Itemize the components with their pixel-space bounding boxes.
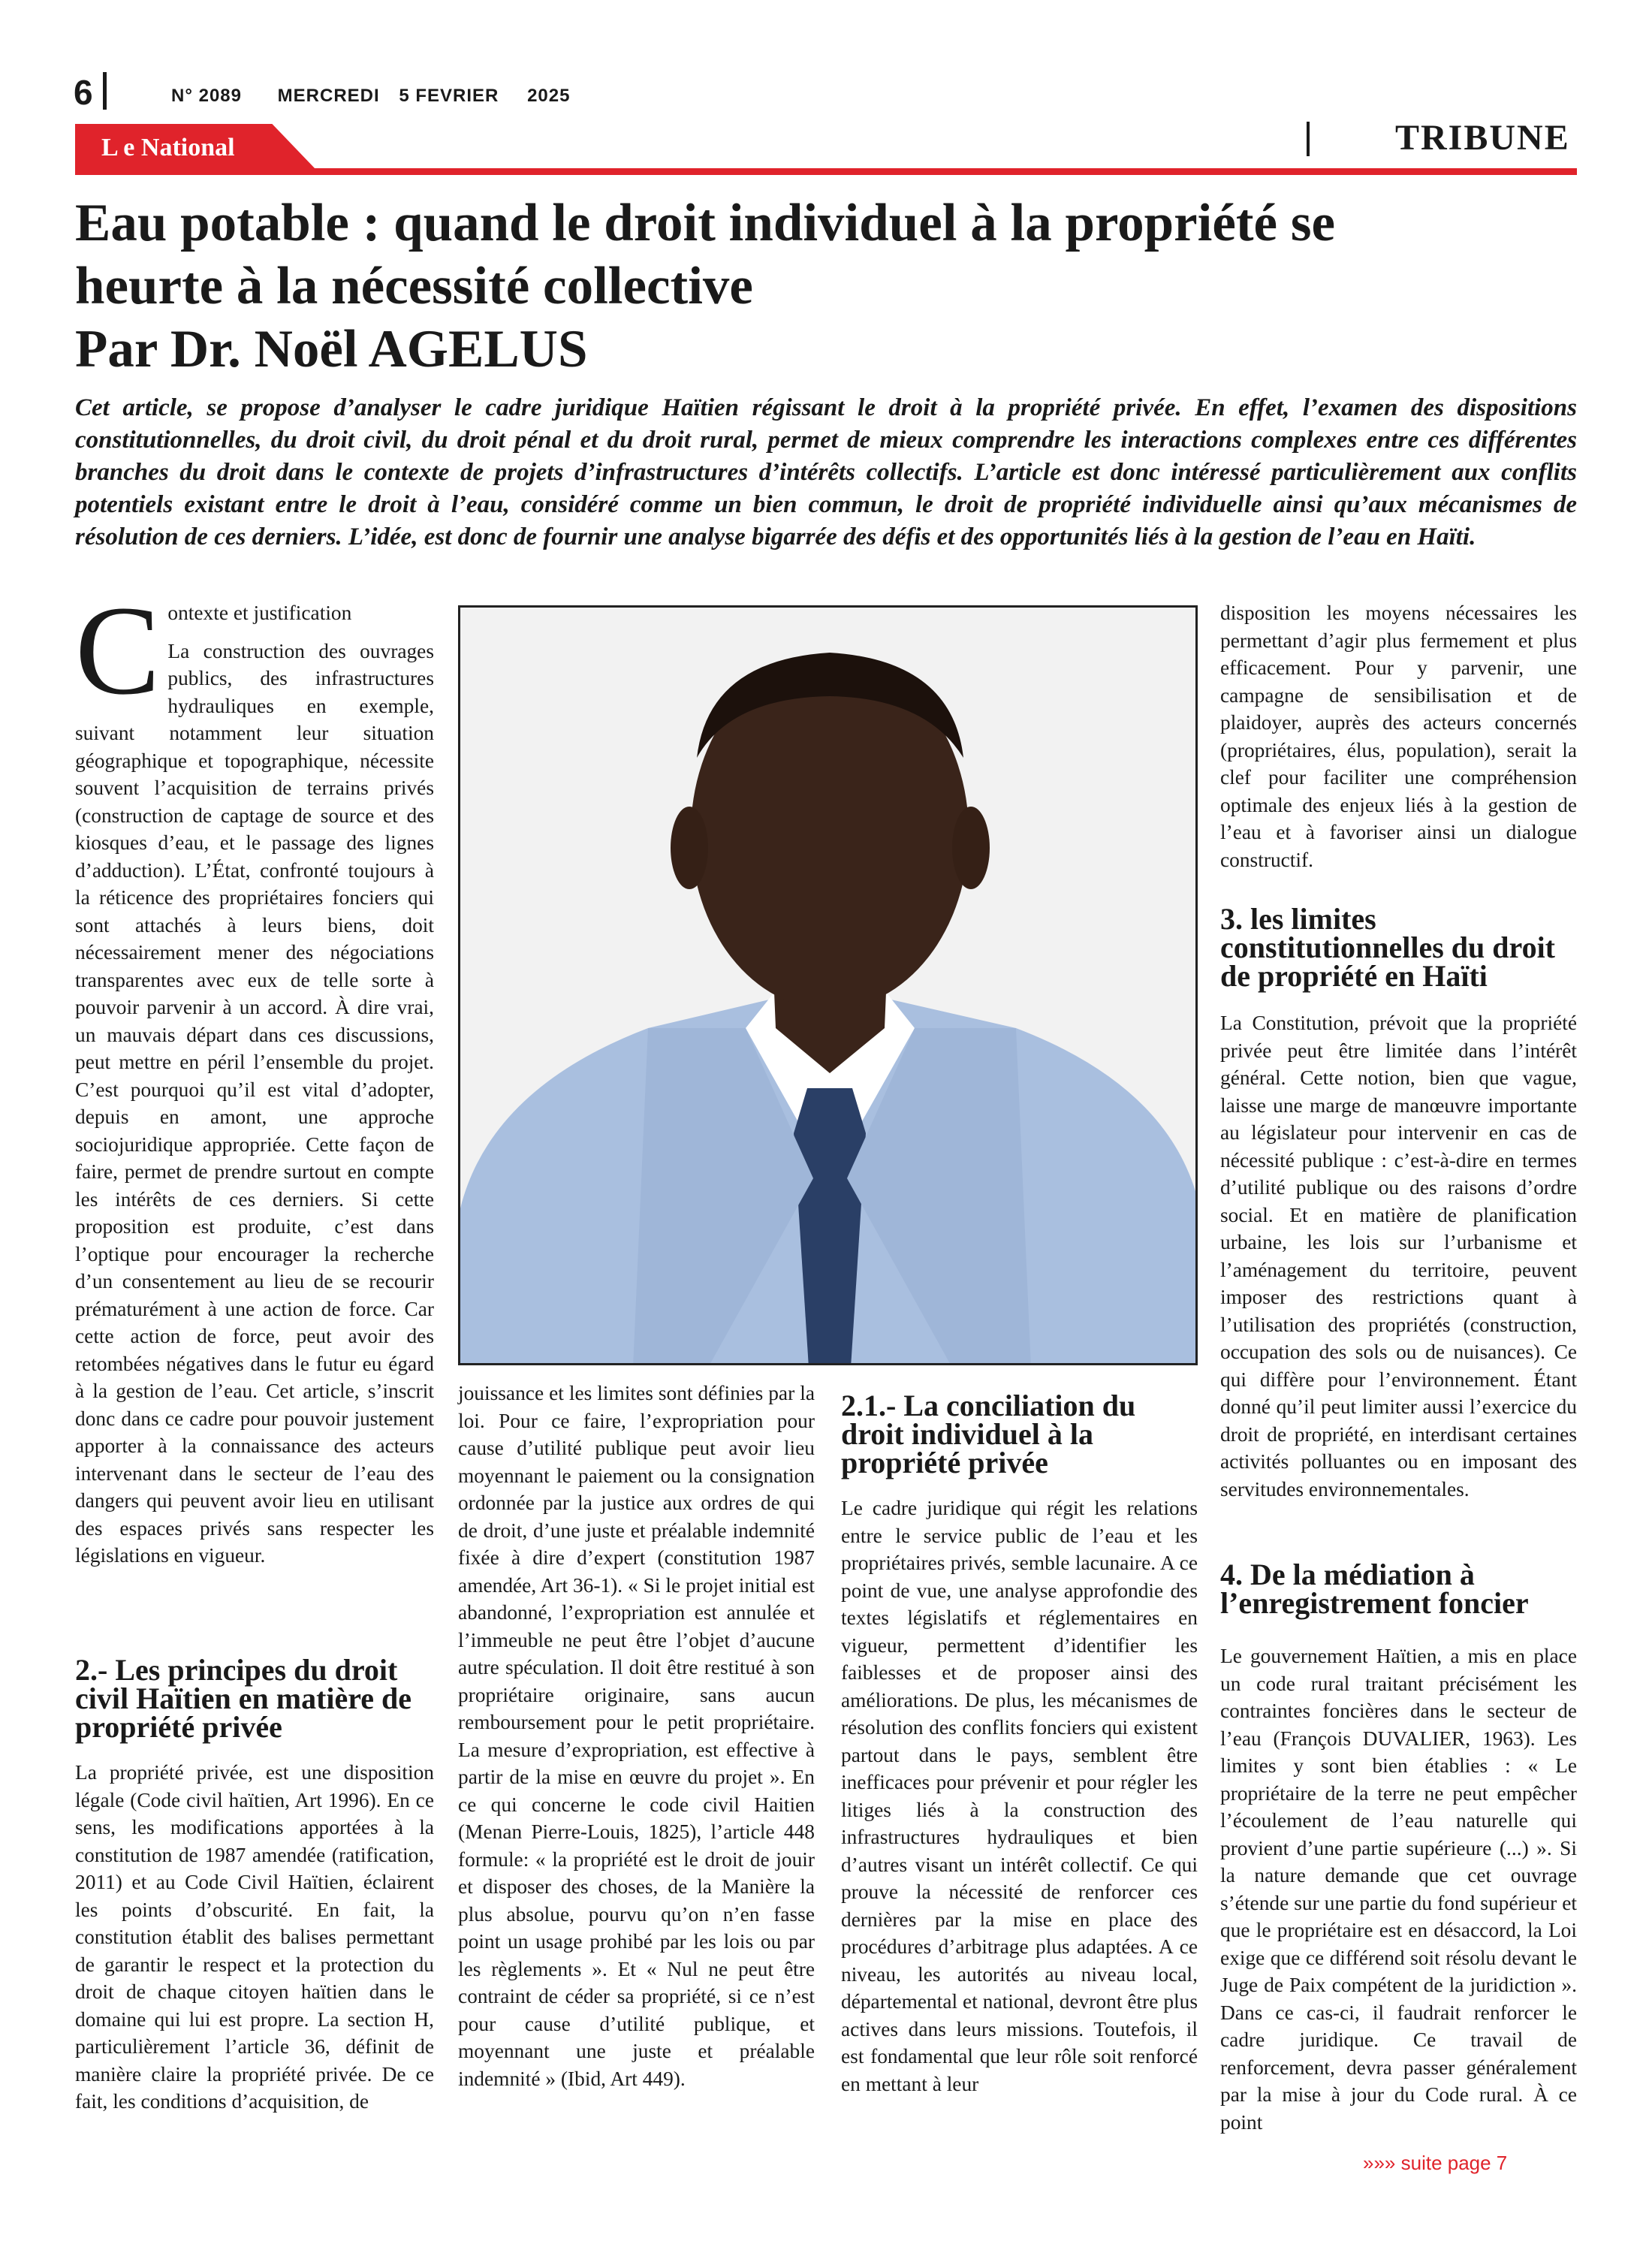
- issue-day: MERCREDI: [277, 86, 380, 106]
- masthead-divider: [103, 72, 107, 110]
- issue-date: 5 FEVRIER: [399, 86, 499, 106]
- section-2-1-title: 2.1.- La conciliation du droit individuel à la propriété privée: [841, 1389, 1136, 1479]
- page-number: 6: [74, 73, 93, 112]
- column-2-body: jouissance et les limites sont définies par la loi. Pour ce faire, l’expropriation pour cause d’utilité publique peut avoir lieu moyennant le paiement ou la consignation ordonnée par la justice aux ordres de qui de droit, d’une juste et préalable indemnité fixée à dire d’expert (constitution 1987 amendée, Art 36-1). « Si le projet initial est abandonné, l’expropriation est annulée et l’immeuble ne peut être l’objet d’aucune autre spéculation. Il doit être restitué à son propriétaire originaire, sans aucun remboursement pour le petit propriétaire. La mesure d’expropriation, est effective à partir de la mise en œuvre du projet ». En ce qui concerne le code civil Haitien (Menan Pierre-Louis, 1825), l’article 448 formule: « la propriété est le droit de jouir et disposer des choses, de la Manière la plus absolue, pourvu qu’on n’en fasse point un usage prohibé par les lois ou par les règlements ». Et « Nul ne peut être contraint de céder sa propriété, si ce n’est pour cause d’utilité publique, et moyennant une juste et préalable indemnité » (Ibid, Art 449).: [458, 1382, 815, 2090]
- drop-cap: C: [75, 580, 161, 721]
- section-3-body: La Constitution, prévoit que la propriété privée peut être limitée dans l’intérêt général. Cette notion, bien que vague, laisse une marge de manœuvre importante au législateur pour intervenir en cas de nécessité publique : c’est-à-dire en termes d’utilité publique ou des raisons d’ordre social. Et en matière de planification urbaine, les lois sur l’urbanisme et l’aménagement du territoire, peuvent imposer des restrictions quant à l’utilisation des propriétés (construction, occupation des sols ou de nuisances). Ce qui diffère pour l’environnement. Étant donné qu’il peut limiter aussi l’exercice du droit de propriété, en interdisant certaines activités polluantes ou en imposant des servitudes environnementales.: [1220, 1012, 1577, 1500]
- section-3-title: 3. les limites constitutionnelles du droit de propriété en Haïti: [1220, 902, 1555, 993]
- header-rule: [75, 168, 1577, 175]
- author-photo: [458, 605, 1198, 1365]
- section-4-title: 4. De la médiation à l’enregistrement foncier: [1220, 1558, 1529, 1620]
- byline: Par Dr. Noël AGELUS: [75, 320, 588, 379]
- section-4-body: Le gouvernement Haïtien, a mis en place un code rural traitant précisément les contraintes foncières dans le secteur de l’eau (François DUVALIER, 1963). Les limites y sont bien établies : « Le propriétaire de la terre ne peut empêcher l’écoulement de l’eau naturelle qui provient d’une partie supérieure (...) ». Si la nature demande que cet ouvrage s’étende sur une partie du fond supérieur et que le propriétaire est en désaccord, la Loi exige que ce différend soit résolu devant le Juge de Paix compétent de la juridiction ». Dans ce cas-ci, il faudrait renforcer le cadre juridique. Ce travail de renforcement, devra passer généralement par la mise à jour du Code rural. À ce point: [1220, 1645, 1577, 2134]
- section-label: TRIBUNE: [1395, 118, 1570, 158]
- intro-body: La construction des ouvrages publics, des infrastructures hydrauliques en exemple, suivant notamment leur situation géographique et topographique, nécessite souvent l’acquisition de terrains privés (construction de captage de source et des kiosques d’eau, et le passage des lignes d’adduction). L’État, confronté toujours à la réticence des propriétaires fonciers qui sont attachés à leurs biens, doit nécessairement mener des négociations transparentes avec eux de telle sorte à pouvoir parvenir à un accord. À dire vrai, un mauvais départ dans ces discussions, peut mettre en péril l’ensemble du projet. C’est pourquoi qu’il est vital d’adopter, depuis en amont, une approche sociojuridique appropriée. Cette façon de faire, permet de prendre surtout en compte les intérêts de ces derniers. Si cette proposition est produite, c’est dans l’optique pour encourager la recherche d’un consentement au lieu de se recourir prématurément à une action de force. Car cette action de force, peut avoir des retombées négatives dans le futur eu égard à la gestion de l’eau. Cet article, s’inscrit donc dans ce cadre pour pouvoir justement apporter à la connaissance des acteurs intervenant dans le secteur de l’eau des dangers qui peuvent avoir lieu en utilisant des espaces privés sans respecter les législations en vigueur.: [75, 639, 434, 1567]
- headline: [75, 192, 1577, 381]
- headline-line-2: heurte à la nécessité collective: [75, 257, 753, 315]
- continued-link[interactable]: »»» suite page 7: [1363, 2152, 1508, 2174]
- section-2-1-body: Le cadre juridique qui régit les relations entre le service public de l’eau et les propriétaires privés, semble lacunaire. A ce point de vue, une analyse approfondie des textes législatifs et réglementaires en vigueur, permettent d’identifier les faiblesses et de proposer ainsi des améliorations. De plus, les mécanismes de résolution des conflits fonciers qui existent partout dans le pays, semblent être inefficaces pour prévenir et pour régler les litiges liés à la construction des infrastructures hydrauliques et bien d’autres visant un intérêt collectif. Ce qui prouve la nécessité de renforcer ces dernières par la mise en place des procédures d’arbitrage plus adaptées. A ce niveau, les autorités au niveau local, départemental et national, devront être plus actives dans leurs missions. Toutefois, il est fondamental que leur rôle soit renforcé en mettant à leur: [841, 1497, 1198, 2095]
- section-divider: [1307, 122, 1310, 156]
- column-1: [75, 580, 434, 1570]
- issue-info: [171, 86, 600, 107]
- issue-number: N° 2089: [171, 86, 242, 106]
- portrait-ear-right: [952, 807, 990, 889]
- section-2-body: La propriété privée, est une disposition légale (Code civil haïtien, Art 1996). En ce sens, les modifications apportées à la constitution de 1987 amendée (ratification, 2011) et au Code Civil Haïtien, éclairent les points d’obscurité. En fait, la constitution établit des balises permettant de garantir le respect et la protection du droit de chaque citoyen haïtien dans le domaine qui lui est propre. La section H, particulièrement l’article 36, définit de manière claire la propriété privée. De ce fait, les conditions d’acquisition, de: [75, 1761, 434, 2113]
- portrait-illustration: [460, 608, 1198, 1365]
- column-4-intro: disposition les moyens nécessaires les permettant d’agir plus fermement et plus efficacement. Pour y parvenir, une campagne de sensibilisation et de plaidoyer, auprès des acteurs concernés (propriétaires, élus, population), serait la clef pour faciliter une compréhension optimale des enjeux liés à la gestion de l’eau et à favoriser ainsi un dialogue constructif.: [1220, 602, 1577, 871]
- lede: Cet article, se propose d’analyser le cadre juridique Haïtien régissant le droit à la propriété privée. En effet, l’examen des dispositions constitutionnelles, du droit civil, du droit pénal et du droit rural, permet de mieux comprendre les interactions complexes entre ces différentes branches du droit dans le contexte de projets d’infrastructures d’intérêts collectifs. L’article est donc intéressé particulièrement aux conflits potentiels existant entre le droit à l’eau, considéré comme un bien commun, le droit de propriété individuelle ainsi qu’aux mécanismes de résolution de ces derniers. L’idée, est donc de fournir une analyse bigarrée des défis et des opportunités liés à la gestion de l’eau en Haïti.: [75, 394, 1577, 550]
- issue-year: 2025: [527, 86, 571, 106]
- section-2-title: 2.- Les principes du droit civil Haïtien en matière de propriété privée: [75, 1653, 412, 1744]
- brand-logo: L e National: [101, 134, 235, 161]
- portrait-ear-left: [671, 807, 708, 889]
- headline-line-1: Eau potable : quand le droit individuel à la propriété se: [75, 194, 1335, 252]
- intro-heading: ontexte et justification: [167, 602, 352, 624]
